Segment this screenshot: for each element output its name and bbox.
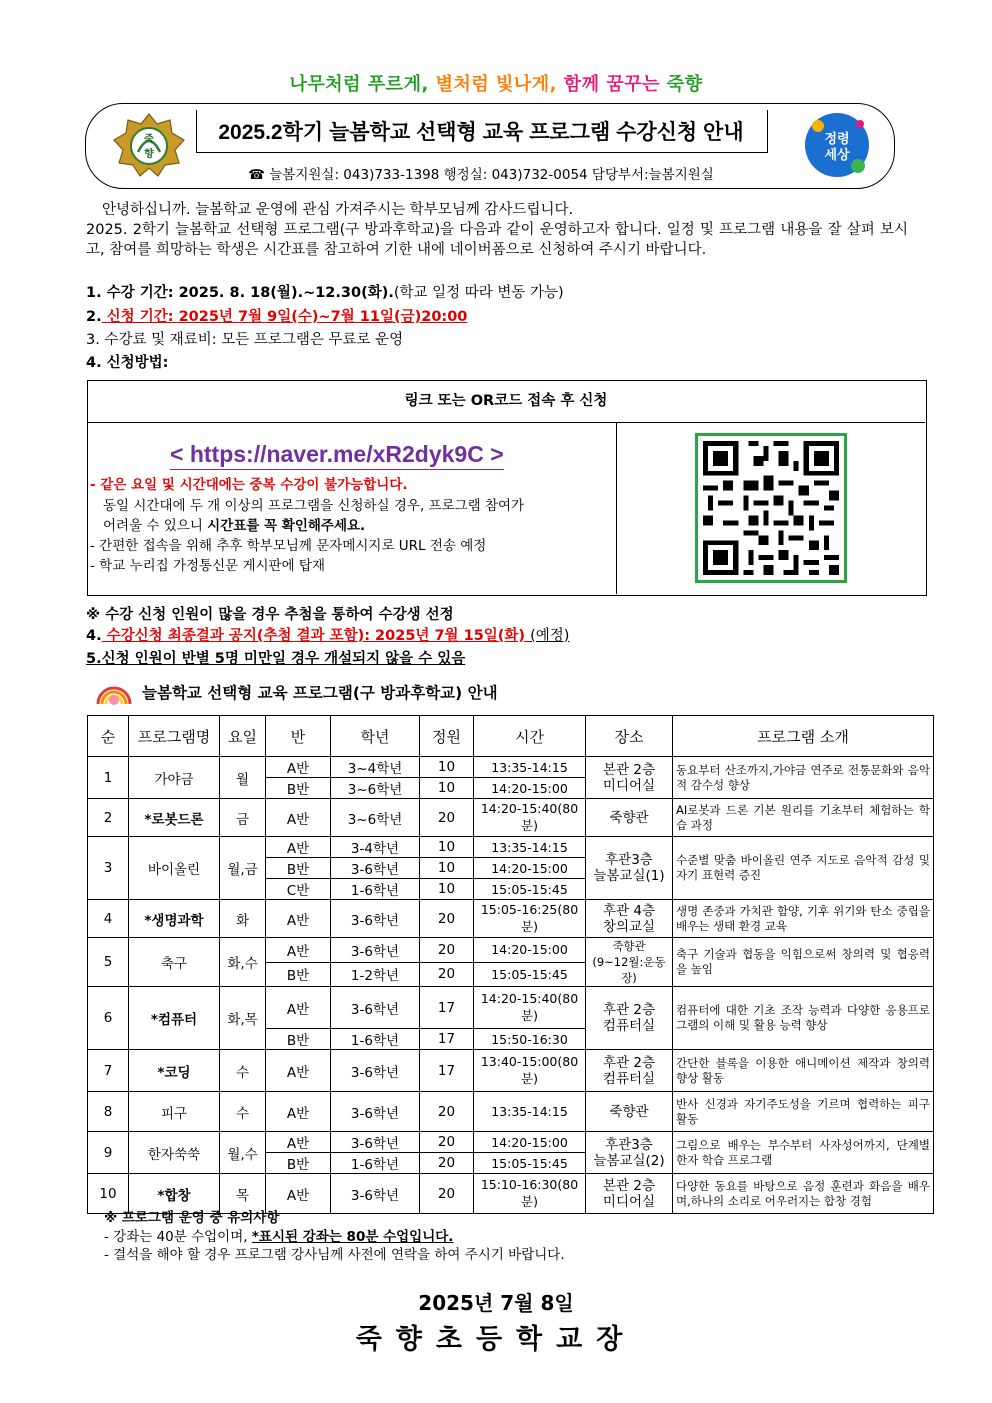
program-name-cell: *생명과학 — [129, 900, 220, 938]
header-no: 순 — [88, 716, 129, 757]
capacity-cell: 20 — [420, 1092, 474, 1132]
program-description-cell: 생명 존중과 가치관 함양, 기후 위기와 탄소 중립을 배우는 생태 환경 교육 — [673, 900, 934, 938]
schedule-note-2 — [103, 516, 623, 536]
capacity-cell: 10 — [420, 879, 474, 900]
capacity-cell: 20 — [420, 1153, 474, 1174]
header-grade: 학년 — [331, 716, 420, 757]
table-header-row — [88, 716, 934, 757]
class-cell: A반 — [266, 757, 331, 778]
program-location-cell: 후관 2층 컴퓨터실 — [586, 1050, 673, 1092]
program-location-cell: 후관 2층 컴퓨터실 — [586, 987, 673, 1050]
program-description-cell: 수준별 맞춤 바이올린 연주 지도로 음악적 감성 및 자기 표현력 증진 — [673, 837, 934, 900]
program-name-cell: 가야금 — [129, 757, 220, 799]
issue-date: 2025년 7월 8일 — [418, 1291, 574, 1315]
grade-cell: 1-6학년 — [331, 879, 420, 900]
program-section-title: 늘봄학교 선택형 교육 프로그램(구 방과후학교) 안내 — [142, 684, 498, 702]
program-day-cell: 월,수 — [220, 1132, 266, 1174]
program-location-cell: 후관 4층 창의교실 — [586, 900, 673, 938]
program-location-cell: 본관 2층 미디어실 — [586, 1174, 673, 1214]
table-row — [88, 1050, 934, 1092]
grade-cell: 3-6학년 — [331, 1092, 420, 1132]
grade-cell: 3-6학년 — [331, 938, 420, 963]
program-location-cell: 본관 2층 미디어실 — [586, 757, 673, 799]
svg-text:정령: 정령 — [824, 132, 850, 147]
capacity-cell: 10 — [420, 837, 474, 858]
application-period-text: 신청 기간: 2025년 7월 9일(수)~7월 11일(금)20:00 — [101, 309, 468, 325]
capacity-cell: 20 — [420, 1132, 474, 1153]
class-cell: A반 — [266, 1132, 331, 1153]
time-cell: 14:20-15:40(80분) — [474, 799, 586, 837]
table-row — [88, 1132, 934, 1153]
application-period-num: 2. — [86, 309, 102, 325]
class-cell: A반 — [266, 1050, 331, 1092]
time-cell: 15:10-16:30(80분) — [474, 1174, 586, 1214]
program-description-cell: 컴퓨터에 대한 기초 조작 능력과 다양한 응용프로그램의 이해 및 활용 능력 향상 — [673, 987, 934, 1050]
program-day-cell: 화,목 — [220, 987, 266, 1050]
header-class: 반 — [266, 716, 331, 757]
program-name-cell: 피구 — [129, 1092, 220, 1132]
page-title: 2025.2학기 늘봄학교 선택형 교육 프로그램 수강신청 안내 — [218, 121, 744, 144]
program-number-cell: 1 — [88, 757, 129, 799]
program-day-cell: 금 — [220, 799, 266, 837]
contact-line: ☎ 늘봄지원실: 043)733-1398 행정실: 043)732-0054 담당부서:늘봄지원실 — [248, 167, 714, 183]
schedule-note-2-pre: 어려울 수 있으니 — [103, 518, 208, 534]
capacity-cell: 10 — [420, 778, 474, 799]
svg-text:향: 향 — [144, 149, 154, 160]
result-notice-num: 4. — [86, 628, 102, 644]
time-cell: 14:20-15:00 — [474, 938, 586, 963]
class-cell: A반 — [266, 837, 331, 858]
school-emblem-logo — [112, 112, 186, 178]
intro-paragraph: 2025. 2학기 늘봄학교 선택형 프로그램(구 방과후학교)을 다음과 같이 운영하고자 합니다. 일정 및 프로그램 내용을 잘 살펴 보시고, 참여를 희망하는 학생은 시간표를 참고하여 기한 내에 네이버폼으로 신청하여 주시기 바랍니다. — [86, 222, 908, 258]
result-notice-text: 수강신청 최종결과 공지(추첨 결과 포함): 2025년 7월 15일(화) — [101, 628, 531, 644]
program-description-cell: 반사 신경과 자기주도성을 기르며 협력하는 피구 활동 — [673, 1092, 934, 1132]
program-name-cell: 한자쑥쑥 — [129, 1132, 220, 1174]
program-number-cell: 9 — [88, 1132, 129, 1174]
course-period-label: 1. 수강 기간: 2025. 8. 18(월).~12.30(화). — [86, 285, 394, 301]
program-description-cell: 간단한 블록을 이용한 애니메이션 제작과 창의력 향상 활동 — [673, 1050, 934, 1092]
header-description: 프로그램 소개 — [673, 716, 934, 757]
capacity-cell: 20 — [420, 799, 474, 837]
class-cell: A반 — [266, 987, 331, 1029]
schedule-note-1: 동일 시간대에 두 개 이상의 프로그램을 신청하실 경우, 프로그램 참여가 — [103, 498, 525, 514]
rainbow-icon — [96, 680, 132, 708]
program-day-cell: 화,수 — [220, 938, 266, 987]
program-location-cell: 죽향관 (9~12월:운동장) — [586, 938, 673, 987]
principal-signature: 죽향초등학교장 — [355, 1324, 637, 1355]
grade-cell: 1-2학년 — [331, 962, 420, 987]
time-cell: 14:20-15:00 — [474, 858, 586, 879]
course-period — [86, 283, 564, 303]
program-day-cell: 수 — [220, 1050, 266, 1092]
class-cell: B반 — [266, 962, 331, 987]
program-day-cell: 화 — [220, 900, 266, 938]
class-cell: B반 — [266, 1029, 331, 1050]
time-cell: 13:35-14:15 — [474, 1092, 586, 1132]
intro-greeting: 안녕하십니까. 늘봄학교 운영에 관심 가져주시는 학부모님께 감사드립니다. — [102, 202, 574, 218]
header-time: 시간 — [474, 716, 586, 757]
time-cell: 14:20-15:00 — [474, 1132, 586, 1153]
program-day-cell: 수 — [220, 1092, 266, 1132]
slogan-part-1: 나무처럼 푸르게, — [289, 74, 429, 95]
slogan-part-3: 함께 꿈꾸는 — [557, 74, 660, 95]
header-day: 요일 — [220, 716, 266, 757]
table-row — [88, 799, 934, 837]
class-cell: B반 — [266, 1153, 331, 1174]
class-cell: A반 — [266, 1174, 331, 1214]
grade-cell: 3-6학년 — [331, 858, 420, 879]
capacity-cell: 17 — [420, 1050, 474, 1092]
time-cell: 13:35-14:15 — [474, 837, 586, 858]
grade-cell: 1-6학년 — [331, 1029, 420, 1050]
grade-cell: 3-6학년 — [331, 900, 420, 938]
result-notice — [86, 626, 569, 646]
svg-text:죽: 죽 — [144, 134, 154, 145]
grade-cell: 3-6학년 — [331, 1050, 420, 1092]
program-day-cell: 목 — [220, 1174, 266, 1214]
school-slogan — [0, 70, 992, 96]
time-cell: 15:05-15:45 — [474, 879, 586, 900]
header-capacity: 정원 — [420, 716, 474, 757]
program-location-cell: 후관3층 늘봄교실(1) — [586, 837, 673, 900]
slogan-part-4: 죽향 — [659, 74, 703, 95]
qr-code[interactable] — [695, 433, 847, 583]
program-location-cell: 죽향관 — [586, 1092, 673, 1132]
caution-line-1-pre: - 강좌는 40분 수업이며, — [104, 1229, 252, 1245]
program-name-cell: 축구 — [129, 938, 220, 987]
capacity-cell: 20 — [420, 962, 474, 987]
sms-note: - 간편한 접속을 위해 추후 학부모님께 문자메시지로 URL 전송 예정 — [90, 538, 487, 554]
capacity-cell: 10 — [420, 858, 474, 879]
program-number-cell: 4 — [88, 900, 129, 938]
program-description-cell: 동요부터 산조까지,가야금 연주로 전통문화와 음악적 감수성 향상 — [673, 757, 934, 799]
fee-info: 3. 수강료 및 재료비: 모든 프로그램은 무료로 운영 — [86, 332, 404, 348]
program-description-cell: 그림으로 배우는 부수부터 사자성어까지, 단계별 한자 학습 프로그램 — [673, 1132, 934, 1174]
header-location: 장소 — [586, 716, 673, 757]
application-link[interactable]: < https://naver.me/xR2dyk9C > — [170, 441, 504, 470]
program-description-cell: 다양한 동요를 바탕으로 음정 훈련과 화음을 배우며,하나의 소리로 어우러지는 합창 경험 — [673, 1174, 934, 1214]
time-cell: 14:20-15:00 — [474, 778, 586, 799]
education-office-logo — [800, 108, 874, 182]
capacity-cell: 10 — [420, 757, 474, 778]
program-day-cell: 월 — [220, 757, 266, 799]
program-location-cell: 후관3층 늘봄교실(2) — [586, 1132, 673, 1174]
class-cell: A반 — [266, 938, 331, 963]
class-cell: A반 — [266, 900, 331, 938]
program-number-cell: 6 — [88, 987, 129, 1050]
application-period — [86, 307, 467, 327]
program-name-cell: 바이올린 — [129, 837, 220, 900]
program-description-cell: 축구 기술과 협동을 익힘으로써 창의력 및 협응력을 높임 — [673, 938, 934, 987]
time-cell: 15:05-15:45 — [474, 1153, 586, 1174]
caution-line-1-emph: *표시된 강좌는 80분 수업입니다. — [251, 1229, 454, 1245]
program-description-cell: AI로봇과 드론 기본 원리를 기초부터 체험하는 학습 과정 — [673, 799, 934, 837]
program-number-cell: 2 — [88, 799, 129, 837]
program-location-cell: 죽향관 — [586, 799, 673, 837]
course-period-note: (학교 일정 따라 변동 가능) — [393, 285, 564, 301]
class-cell: B반 — [266, 778, 331, 799]
caution-line-1 — [104, 1227, 453, 1247]
grade-cell: 3~6학년 — [331, 799, 420, 837]
table-row — [88, 1092, 934, 1132]
capacity-cell: 20 — [420, 938, 474, 963]
grade-cell: 1-6학년 — [331, 1153, 420, 1174]
table-row — [88, 837, 934, 858]
method-label: 4. 신청방법: — [86, 355, 169, 371]
time-cell: 14:20-15:40(80분) — [474, 987, 586, 1029]
program-day-cell: 월,금 — [220, 837, 266, 900]
method-header: 링크 또는 OR코드 접속 후 신청 — [87, 380, 925, 423]
header-program: 프로그램명 — [129, 716, 220, 757]
schedule-note-2-bold: 시간표를 꼭 확인해주세요. — [207, 518, 366, 534]
grade-cell: 3~4학년 — [331, 757, 420, 778]
grade-cell: 3-4학년 — [331, 837, 420, 858]
capacity-cell: 20 — [420, 900, 474, 938]
grade-cell: 3-6학년 — [331, 987, 420, 1029]
program-number-cell: 8 — [88, 1092, 129, 1132]
program-name-cell: *컴퓨터 — [129, 987, 220, 1050]
time-cell: 15:50-16:30 — [474, 1029, 586, 1050]
grade-cell: 3-6학년 — [331, 1174, 420, 1214]
capacity-cell: 17 — [420, 1029, 474, 1050]
class-cell: C반 — [266, 879, 331, 900]
grade-cell: 3~6학년 — [331, 778, 420, 799]
result-notice-tail: (예정) — [530, 628, 570, 644]
svg-text:세상: 세상 — [824, 148, 850, 163]
capacity-cell: 17 — [420, 987, 474, 1029]
class-cell: A반 — [266, 1092, 331, 1132]
minimum-enrollment-notice: 5.신청 인원이 반별 5명 미만일 경우 개설되지 않을 수 있음 — [86, 651, 466, 667]
time-cell: 13:40-15:00(80분) — [474, 1050, 586, 1092]
website-note: - 학교 누리집 가정통신문 게시판에 탑재 — [90, 558, 325, 574]
class-cell: B반 — [266, 858, 331, 879]
program-name-cell: *로봇드론 — [129, 799, 220, 837]
program-number-cell: 7 — [88, 1050, 129, 1092]
grade-cell: 3-6학년 — [331, 1132, 420, 1153]
capacity-cell: 20 — [420, 1174, 474, 1214]
table-row — [88, 987, 934, 1029]
program-name-cell: *코딩 — [129, 1050, 220, 1092]
class-cell: A반 — [266, 799, 331, 837]
table-row — [88, 938, 934, 963]
lottery-notice: ※ 수강 신청 인원이 많을 경우 추첨을 통하여 수강생 선정 — [86, 607, 454, 623]
slogan-part-2: 별처럼 빛나게, — [428, 74, 557, 95]
caution-heading: ※ 프로그램 운영 중 유의사항 — [104, 1210, 280, 1226]
table-row — [88, 900, 934, 938]
program-number-cell: 3 — [88, 837, 129, 900]
time-cell: 15:05-15:45 — [474, 962, 586, 987]
program-number-cell: 5 — [88, 938, 129, 987]
time-cell: 13:35-14:15 — [474, 757, 586, 778]
program-name-cell: *합창 — [129, 1174, 220, 1214]
duplicate-warning: - 같은 요일 및 시간대에는 중복 수강이 불가능합니다. — [90, 477, 408, 493]
program-number-cell: 10 — [88, 1174, 129, 1214]
table-row — [88, 757, 934, 778]
time-cell: 15:05-16:25(80분) — [474, 900, 586, 938]
program-table — [87, 715, 934, 1214]
caution-line-2: - 결석을 해야 할 경우 프로그램 강사님께 사전에 연락을 하여 주시기 바랍니다. — [104, 1247, 565, 1263]
